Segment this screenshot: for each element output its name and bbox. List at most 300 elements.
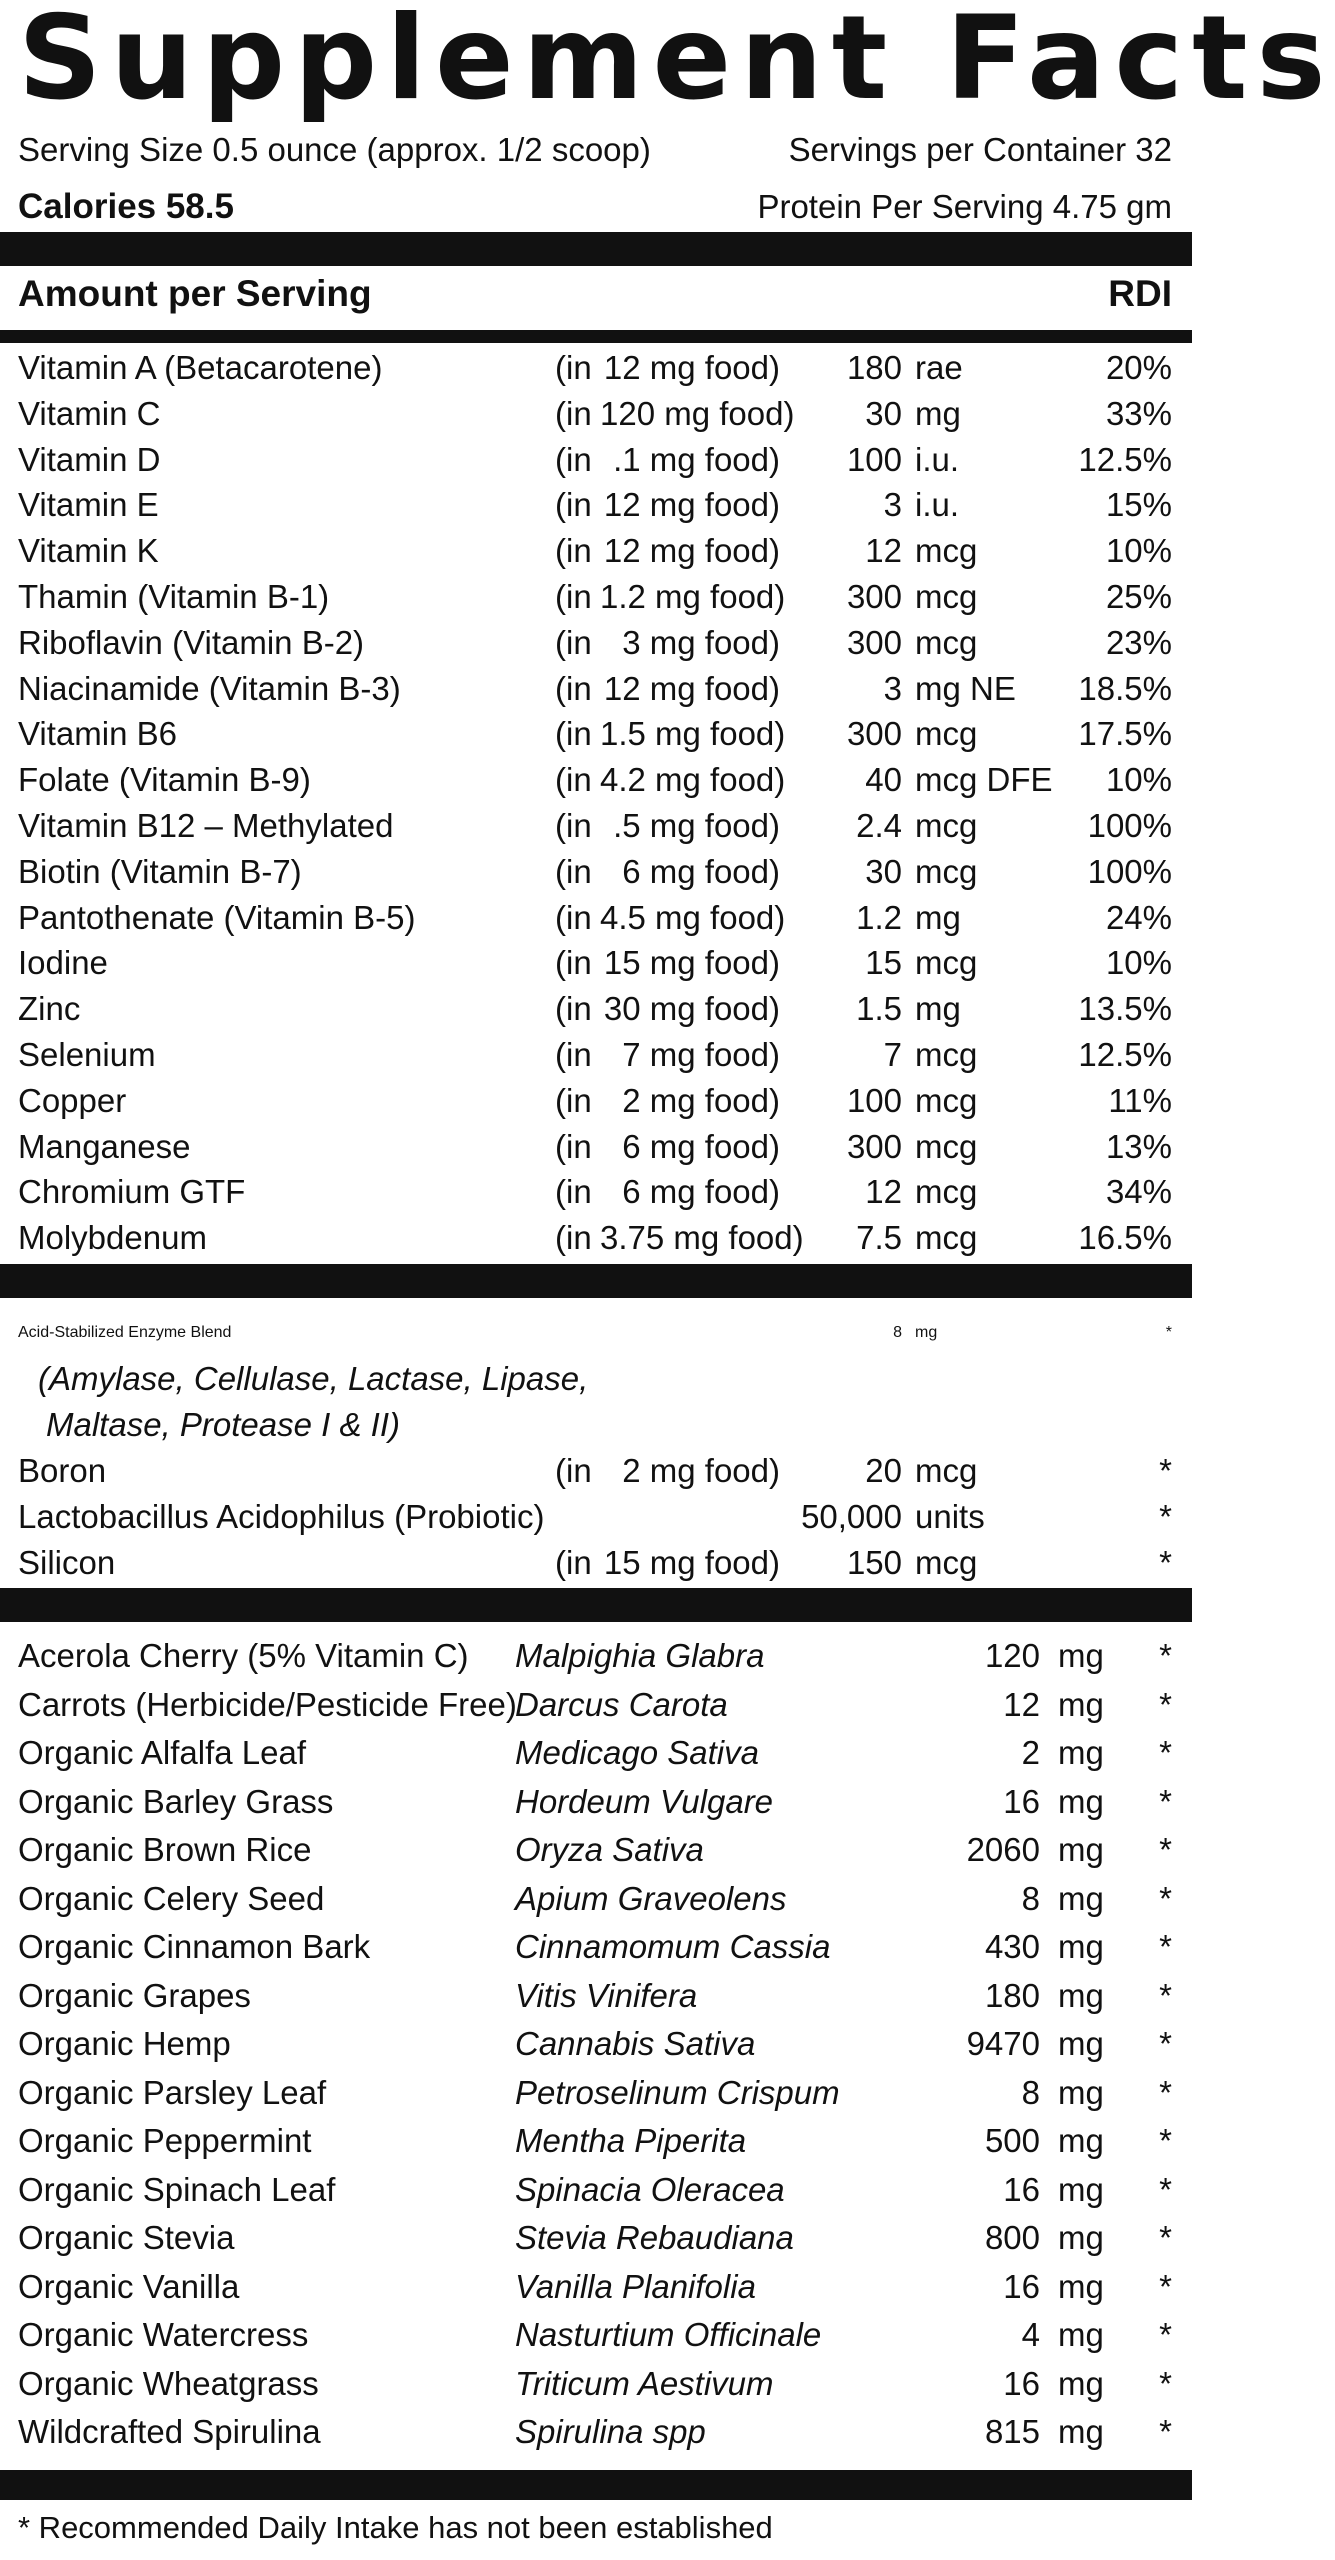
nutrient-name (18, 1078, 126, 1124)
nutrient-amount: 1.5 (856, 990, 902, 1028)
herb-amount: 815 (984, 2413, 1040, 2450)
herb-row (0, 2263, 1192, 2312)
nutrient-name-qualifier: (Vitamin B-7) (100, 852, 302, 890)
serving-size: Serving Size 0.5 ounce (approx. 1/2 scoop) (18, 131, 651, 168)
herb-unit: mg (1058, 1637, 1104, 1674)
nutrient-amount: 50,000 (801, 1497, 902, 1535)
nutrient-unit: i.u. (915, 486, 960, 524)
nutrient-rdi: 12.5% (1078, 440, 1172, 478)
nutrient-food-amount: 120 mg food) (600, 394, 795, 432)
nutrient-row (0, 757, 1192, 803)
herb-name: Organic Cinnamon Bark (18, 1928, 371, 1965)
herb-latin-name: Apium Graveolens (515, 1879, 787, 1917)
nutrient-in-label: (in (555, 440, 592, 478)
herb-name: Wildcrafted Spirulina (18, 2413, 321, 2450)
herb-amount: 180 (984, 1976, 1040, 2014)
nutrient-rdi: 24% (1105, 898, 1172, 936)
nutrient-in-label: (in (555, 532, 592, 570)
nutrient-in-label: (in (555, 1035, 592, 1073)
nutrient-amount: 30 (865, 394, 902, 432)
nutrient-rdi: * (1159, 1543, 1172, 1581)
herb-name: Organic Wheatgrass (18, 2364, 319, 2402)
herb-rdi: * (1159, 1782, 1172, 1820)
nutrient-name-qualifier: (Vitamin B-2) (162, 623, 365, 661)
herb-rdi: * (1159, 2170, 1172, 2208)
nutrient-food-amount: 6 mg food) (622, 1127, 780, 1165)
nutrient-name (18, 1124, 190, 1170)
nutrient-unit: mg NE (915, 669, 1016, 707)
nutrient-unit: mcg (915, 1127, 978, 1165)
nutrient-food-amount: 15 mg food) (603, 944, 780, 982)
nutrient-amount: 180 (846, 349, 902, 386)
nutrient-name (18, 574, 329, 620)
nutrient-row (0, 1032, 1192, 1078)
herb-amount: 430 (984, 1928, 1040, 1965)
nutrient-name (18, 986, 80, 1032)
herb-unit: mg (1058, 2025, 1104, 2062)
nutrient-row (0, 1494, 1192, 1540)
nutrient-name-text: Vitamin B6 (18, 715, 177, 753)
nutrient-amount: 300 (846, 577, 902, 615)
nutrient-name-text: Niacinamide (18, 669, 200, 707)
divider-thick (0, 1588, 1192, 1622)
herb-unit: mg (1058, 2170, 1104, 2208)
nutrient-rdi: 13.5% (1078, 990, 1172, 1028)
nutrient-name-text: Silicon (18, 1543, 116, 1581)
nutrient-in-label: (in (555, 1219, 592, 1257)
panel-title: Supplement Facts (18, 0, 1335, 126)
nutrient-in-label: (in (555, 806, 592, 844)
rdi-heading: RDI (1108, 273, 1172, 314)
nutrient-unit: units (915, 1497, 985, 1535)
nutrient-name-text: Chromium GTF (18, 1173, 246, 1211)
herb-list (0, 1632, 1192, 2457)
nutrient-food-amount: 4.2 mg food) (600, 761, 786, 799)
herb-row (0, 1826, 1192, 1875)
nutrient-amount: 40 (865, 761, 902, 799)
nutrient-rdi: 100% (1087, 806, 1172, 844)
herb-rdi: * (1159, 2316, 1172, 2353)
nutrient-name-text: Vitamin C (18, 394, 161, 432)
herb-amount: 800 (984, 2219, 1040, 2256)
protein-per-serving: Protein Per Serving 4.75 gm (757, 188, 1172, 225)
herb-amount: 2060 (966, 1831, 1040, 1868)
enzyme-blend-note: (Amylase, Cellulase, Lactase, Lipase, (38, 1360, 589, 1397)
herb-name: Organic Hemp (18, 2025, 231, 2062)
herb-latin-name: Cannabis Sativa (515, 2025, 756, 2062)
nutrient-name-text: Lactobacillus Acidophilus (18, 1497, 385, 1535)
nutrient-rdi: 10% (1105, 761, 1172, 799)
nutrient-unit: mcg (915, 532, 978, 570)
herb-amount: 120 (984, 1637, 1040, 1674)
nutrient-food-amount: 1.2 mg food) (600, 577, 786, 615)
nutrient-rdi: 25% (1105, 577, 1172, 615)
nutrient-row (0, 1078, 1192, 1124)
nutrient-name (18, 1448, 106, 1494)
nutrient-unit: mcg (915, 577, 978, 615)
herb-unit: mg (1058, 1928, 1104, 1965)
nutrient-name (18, 437, 160, 483)
enzyme-blend-note: Maltase, Protease I & II) (46, 1406, 400, 1443)
herb-row (0, 1972, 1192, 2021)
nutrient-row (0, 986, 1192, 1032)
nutrient-name-qualifier: (Vitamin B-3) (199, 669, 401, 707)
nutrient-amount: 12 (865, 532, 902, 570)
nutrient-amount: 12 (865, 1173, 902, 1211)
herb-rdi: * (1159, 1976, 1172, 2014)
nutrient-name-text: Vitamin A (18, 349, 155, 386)
herb-rdi: * (1159, 2122, 1172, 2159)
herb-rdi: * (1159, 1831, 1172, 1868)
nutrient-in-label: (in (555, 898, 592, 936)
nutrient-rdi: 18.5% (1078, 669, 1172, 707)
divider-medium (0, 330, 1192, 343)
divider-thick (0, 232, 1192, 266)
nutrient-name (18, 849, 302, 895)
herb-row (0, 1923, 1192, 1972)
nutrient-name (18, 528, 159, 574)
nutrient-name (18, 345, 382, 391)
nutrient-amount: 100 (846, 440, 902, 478)
herb-latin-name: Darcus Carota (515, 1685, 728, 1723)
nutrient-amount: 20 (865, 1452, 902, 1489)
nutrient-unit: mg (915, 394, 961, 432)
nutrient-name (18, 895, 415, 941)
nutrient-unit: mcg (915, 852, 978, 890)
nutrient-rdi: 17.5% (1078, 715, 1172, 753)
nutrient-amount: 7 (883, 1035, 902, 1073)
herb-row (0, 2360, 1192, 2409)
nutrient-name-text: Vitamin D (18, 440, 161, 478)
nutrient-in-label: (in (555, 990, 592, 1028)
nutrient-row (0, 849, 1192, 895)
herb-unit: mg (1058, 2413, 1104, 2450)
nutrient-food-amount: 15 mg food) (603, 1543, 780, 1581)
herb-rdi: * (1159, 1879, 1172, 1917)
divider-thick (0, 1264, 1192, 1298)
servings-per-container: Servings per Container 32 (788, 131, 1172, 168)
nutrient-unit: mcg (915, 1452, 978, 1489)
herb-row (0, 1729, 1192, 1778)
nutrient-name-text: Molybdenum (18, 1219, 207, 1257)
nutrient-rdi: 13% (1105, 1127, 1172, 1165)
herb-unit: mg (1058, 2122, 1104, 2159)
nutrient-unit: mcg (915, 1543, 978, 1581)
nutrient-food-amount: 12 mg food) (603, 349, 780, 386)
nutrient-row (0, 391, 1192, 437)
herb-latin-name: Oryza Sativa (515, 1831, 704, 1868)
nutrient-unit: i.u. (915, 440, 960, 478)
nutrient-rdi: 10% (1105, 944, 1172, 982)
nutrient-unit: mcg (915, 1081, 978, 1119)
enzyme-blend-rdi: * (1165, 1324, 1172, 1341)
nutrient-row (0, 1124, 1192, 1170)
nutrient-unit: mg (915, 898, 961, 936)
nutrient-food-amount: 1.5 mg food) (600, 715, 786, 753)
nutrient-rdi: * (1159, 1452, 1172, 1489)
nutrient-name (18, 940, 108, 986)
nutrient-rdi: 15% (1105, 486, 1172, 524)
nutrient-row (0, 1169, 1192, 1215)
nutrient-in-label: (in (555, 761, 592, 799)
nutrient-row (0, 574, 1192, 620)
nutrient-in-label: (in (555, 1081, 592, 1119)
nutrient-row (0, 1215, 1192, 1261)
herb-unit: mg (1058, 2073, 1104, 2111)
enzyme-blend-amount: 8 (893, 1324, 902, 1341)
herb-unit: mg (1058, 1831, 1104, 1868)
herb-row (0, 1681, 1192, 1730)
herb-row (0, 2069, 1192, 2118)
herb-rdi: * (1159, 1637, 1172, 1674)
nutrient-name-text: Folate (18, 761, 110, 799)
nutrient-in-label: (in (555, 715, 592, 753)
herb-amount: 8 (1021, 1879, 1040, 1917)
nutrient-in-label: (in (555, 1543, 592, 1581)
herb-name: Organic Celery Seed (18, 1879, 325, 1917)
herb-unit: mg (1058, 1734, 1104, 1771)
herb-row (0, 2214, 1192, 2263)
nutrient-name (18, 391, 160, 437)
herb-name: Organic Barley Grass (18, 1782, 334, 1820)
herb-latin-name: Nasturtium Officinale (515, 2316, 822, 2353)
herb-row (0, 2166, 1192, 2215)
nutrient-unit: mcg (915, 1219, 978, 1257)
nutrient-name-text: Pantothenate (18, 898, 215, 936)
herb-rdi: * (1159, 2025, 1172, 2062)
herb-name: Organic Parsley Leaf (18, 2073, 327, 2111)
nutrient-name (18, 620, 364, 666)
nutrient-in-label: (in (555, 623, 592, 661)
herb-name: Organic Stevia (18, 2219, 235, 2256)
nutrient-food-amount: .5 mg food) (613, 806, 780, 844)
herb-name: Organic Vanilla (18, 2267, 240, 2305)
enzyme-blend-unit: mg (915, 1324, 938, 1341)
nutrient-rdi: 11% (1108, 1081, 1172, 1119)
nutrient-in-label: (in (555, 1173, 592, 1211)
nutrient-name-text: Iodine (18, 944, 108, 982)
nutrient-amount: 7.5 (856, 1219, 902, 1257)
nutrient-name-text: Riboflavin (18, 623, 163, 661)
nutrient-unit: mcg (915, 806, 978, 844)
herb-rdi: * (1159, 2267, 1172, 2305)
nutrient-food-amount: 12 mg food) (603, 532, 780, 570)
nutrient-unit: mcg DFE (915, 761, 1053, 799)
herb-latin-name: Cinnamomum Cassia (515, 1928, 831, 1965)
herb-name: Carrots (Herbicide/Pesticide Free) (18, 1685, 517, 1723)
herb-row (0, 1632, 1192, 1681)
nutrient-name-text: Biotin (18, 852, 101, 890)
nutrient-amount: 300 (846, 1127, 902, 1165)
nutrient-name-qualifier: (Vitamin B-5) (214, 898, 416, 936)
nutrient-food-amount: .1 mg food) (613, 440, 780, 478)
herb-row (0, 1875, 1192, 1924)
herb-name: Organic Watercress (18, 2316, 309, 2353)
nutrient-unit: mcg (915, 623, 978, 661)
nutrient-food-amount: 12 mg food) (603, 486, 780, 524)
nutrient-food-amount: 3.75 mg food) (600, 1219, 804, 1257)
herb-name: Organic Alfalfa Leaf (18, 1734, 307, 1771)
nutrient-row (0, 1540, 1192, 1586)
herb-latin-name: Spinacia Oleracea (515, 2170, 785, 2208)
nutrient-amount: 30 (865, 852, 902, 890)
nutrient-name (18, 711, 177, 757)
enzyme-section (0, 1310, 1192, 1356)
herb-amount: 2 (1021, 1734, 1040, 1771)
herb-latin-name: Hordeum Vulgare (515, 1782, 774, 1820)
nutrient-name (18, 803, 393, 849)
nutrient-in-label: (in (555, 669, 592, 707)
nutrient-name-qualifier: (Vitamin B-1) (128, 577, 330, 615)
nutrient-food-amount: 4.5 mg food) (600, 898, 786, 936)
nutrient-amount: 1.2 (856, 898, 902, 936)
nutrient-name (18, 1215, 207, 1261)
herb-latin-name: Vanilla Planifolia (515, 2267, 756, 2305)
nutrient-unit: mg (915, 990, 961, 1028)
herb-rdi: * (1159, 1734, 1172, 1771)
herb-latin-name: Spirulina spp (515, 2413, 706, 2450)
nutrient-row (0, 803, 1192, 849)
nutrient-name-text: Selenium (18, 1035, 156, 1073)
nutrient-name-text: Vitamin E (18, 486, 159, 524)
nutrient-row (0, 1448, 1192, 1494)
herb-row (0, 1778, 1192, 1827)
nutrient-name-qualifier: (Betacarotene) (154, 349, 383, 386)
nutrient-row (0, 940, 1192, 986)
nutrient-name-qualifier: (Probiotic) (384, 1497, 545, 1535)
nutrient-unit: mcg (915, 1173, 978, 1211)
herb-row (0, 2020, 1192, 2069)
herb-rdi: * (1159, 1928, 1172, 1965)
nutrient-name-qualifier: (Vitamin B-9) (109, 761, 311, 799)
herb-rdi: * (1159, 2219, 1172, 2256)
nutrient-name (18, 1540, 115, 1586)
herb-unit: mg (1058, 1879, 1104, 1917)
nutrient-food-amount: 3 mg food) (622, 623, 780, 661)
herb-unit: mg (1058, 1782, 1104, 1820)
herb-amount: 9470 (966, 2025, 1040, 2062)
herb-amount: 500 (984, 2122, 1040, 2159)
herb-unit: mg (1058, 1976, 1104, 2014)
nutrient-row (0, 528, 1192, 574)
nutrient-food-amount: 2 mg food) (622, 1452, 780, 1489)
nutrient-name-text: Thamin (18, 577, 129, 615)
nutrient-food-amount: 6 mg food) (622, 852, 780, 890)
nutrient-row (0, 895, 1192, 941)
nutrient-amount: 100 (846, 1081, 902, 1119)
herb-rdi: * (1159, 2073, 1172, 2111)
nutrient-name-text: Vitamin K (18, 532, 159, 570)
nutrient-row (0, 437, 1192, 483)
nutrient-in-label: (in (555, 486, 592, 524)
nutrient-row (0, 620, 1192, 666)
nutrient-amount: 3 (883, 669, 902, 707)
herb-latin-name: Triticum Aestivum (515, 2364, 774, 2402)
nutrient-amount: 300 (846, 715, 902, 753)
nutrient-name (18, 1494, 544, 1540)
nutrient-rdi: 23% (1105, 623, 1172, 661)
nutrient-name-text: Manganese (18, 1127, 191, 1165)
nutrient-name (18, 482, 159, 528)
nutrient-unit: mcg (915, 944, 978, 982)
nutrient-rdi: 100% (1087, 852, 1172, 890)
nutrient-amount: 300 (846, 623, 902, 661)
herb-rdi: * (1159, 2413, 1172, 2450)
herb-name: Organic Grapes (18, 1976, 251, 2014)
nutrient-name-text: Vitamin B12 – Methylated (18, 806, 394, 844)
nutrient-row (0, 711, 1192, 757)
herb-unit: mg (1058, 2316, 1104, 2353)
herb-unit: mg (1058, 2219, 1104, 2256)
nutrient-name-text: Copper (18, 1081, 127, 1119)
nutrient-in-label: (in (555, 944, 592, 982)
nutrient-in-label: (in (555, 349, 592, 386)
nutrient-name-text: Boron (18, 1452, 107, 1489)
herb-latin-name: Medicago Sativa (515, 1734, 759, 1771)
footnote: * Recommended Daily Intake has not been established (18, 2510, 773, 2545)
nutrient-unit: mcg (915, 715, 978, 753)
herb-name: Organic Peppermint (18, 2122, 312, 2159)
nutrient-in-label: (in (555, 394, 592, 432)
nutrient-rdi: * (1159, 1497, 1172, 1535)
nutrient-food-amount: 7 mg food) (622, 1035, 780, 1073)
nutrient-row (0, 482, 1192, 528)
herb-name: Acerola Cherry (5% Vitamin C) (18, 1637, 469, 1674)
enzyme-blend-name: Acid-Stabilized Enzyme Blend (18, 1324, 232, 1341)
nutrient-amount: 15 (865, 944, 902, 982)
herb-name: Organic Brown Rice (18, 1831, 312, 1868)
herb-rdi: * (1159, 1685, 1172, 1723)
nutrient-row (0, 345, 1192, 391)
nutrient-rdi: 33% (1105, 394, 1172, 432)
nutrient-name (18, 666, 401, 712)
nutrient-amount: 150 (846, 1543, 902, 1581)
nutrient-name-text: Zinc (18, 990, 81, 1028)
herb-amount: 16 (1003, 1782, 1040, 1820)
herb-latin-name: Stevia Rebaudiana (515, 2219, 794, 2256)
nutrient-rdi: 16.5% (1078, 1219, 1172, 1257)
herb-row (0, 2311, 1192, 2360)
nutrient-in-label: (in (555, 1127, 592, 1165)
herb-amount: 12 (1003, 1685, 1040, 1723)
nutrient-food-amount: 6 mg food) (622, 1173, 780, 1211)
nutrient-rdi: 34% (1105, 1173, 1172, 1211)
nutrient-food-amount: 2 mg food) (622, 1081, 780, 1119)
herb-name: Organic Spinach Leaf (18, 2170, 336, 2208)
calories: Calories 58.5 (18, 187, 234, 226)
amount-per-serving-heading: Amount per Serving (18, 273, 372, 314)
nutrient-in-label: (in (555, 577, 592, 615)
vitamin-list (0, 345, 1192, 1261)
nutrient-rdi: 10% (1105, 532, 1172, 570)
herb-unit: mg (1058, 1685, 1104, 1723)
herb-latin-name: Mentha Piperita (515, 2122, 747, 2159)
herb-unit: mg (1058, 2364, 1104, 2402)
herb-unit: mg (1058, 2267, 1104, 2305)
nutrient-unit: rae (915, 349, 963, 386)
nutrient-rdi: 12.5% (1078, 1035, 1172, 1073)
nutrient-name (18, 1169, 245, 1215)
herb-latin-name: Petroselinum Crispum (515, 2073, 840, 2111)
herb-amount: 16 (1003, 2267, 1040, 2305)
nutrient-row (0, 666, 1192, 712)
nutrient-in-label: (in (555, 1452, 592, 1489)
nutrient-name (18, 1032, 156, 1078)
herb-amount: 8 (1021, 2073, 1040, 2111)
herb-amount: 4 (1021, 2316, 1040, 2353)
herb-amount: 16 (1003, 2364, 1040, 2402)
herb-amount: 16 (1003, 2170, 1040, 2208)
